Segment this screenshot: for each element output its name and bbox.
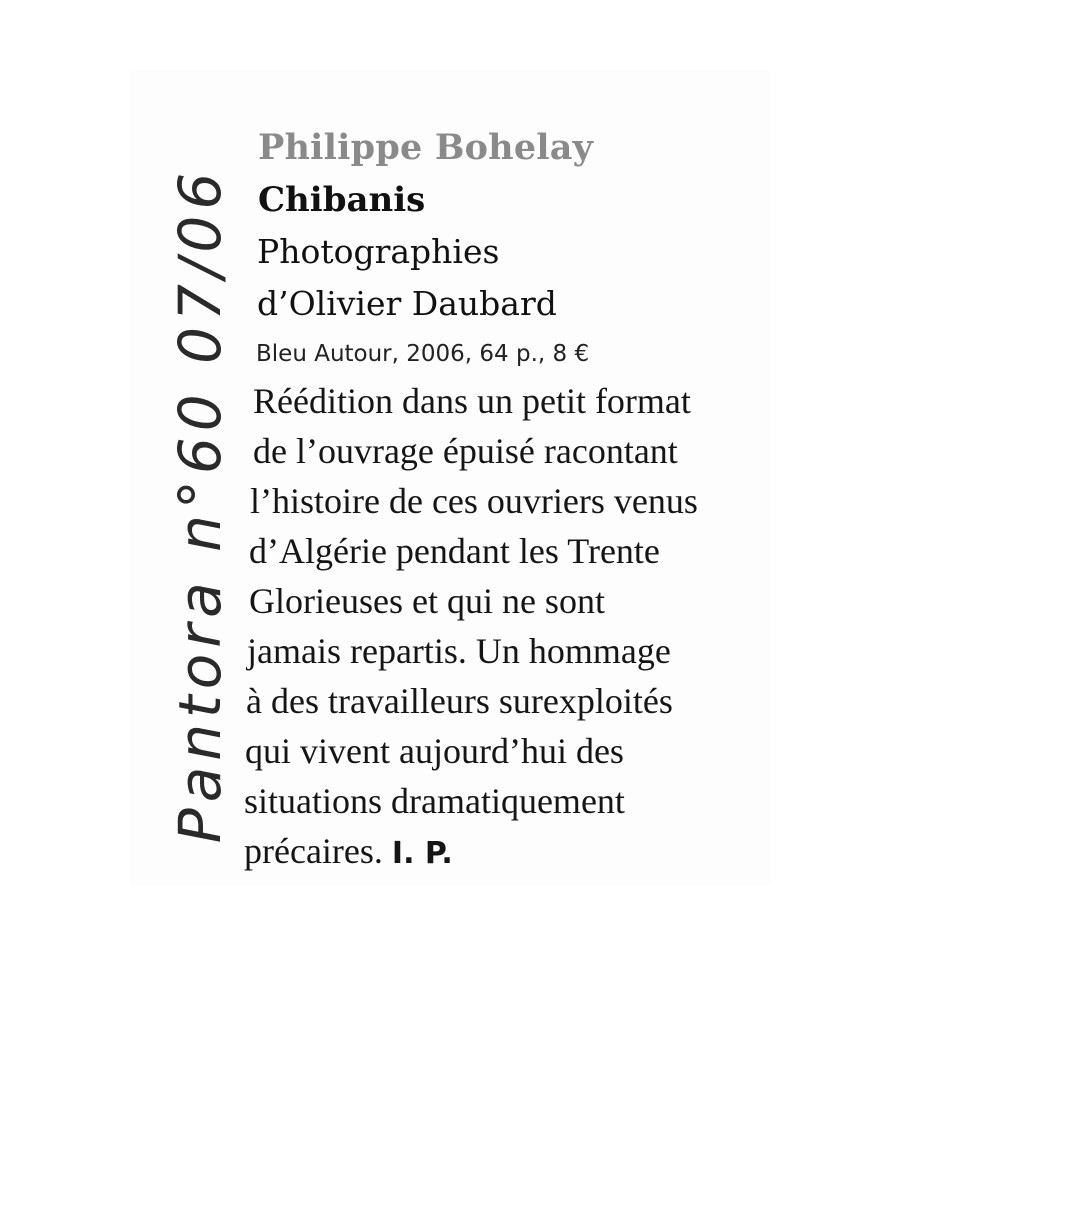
review-line: Réédition dans un petit format bbox=[253, 381, 691, 421]
review-body bbox=[244, 376, 764, 879]
review-line: l’histoire de ces ouvriers venus bbox=[250, 481, 698, 521]
review-line: de l’ouvrage épuisé racontant bbox=[253, 431, 678, 471]
handwritten-note: Pantora n°60 07/06 bbox=[166, 166, 234, 844]
review-line: jamais repartis. Un hommage bbox=[247, 631, 671, 671]
review-line: situations dramatiquement bbox=[244, 781, 625, 821]
review-line-last bbox=[244, 826, 764, 879]
review-line: Glorieuses et qui ne sont bbox=[249, 581, 605, 621]
book-review bbox=[244, 122, 764, 879]
review-closing-text: précaires. bbox=[244, 831, 383, 871]
publication-info: Bleu Autour, 2006, 64 p., 8 € bbox=[256, 341, 590, 367]
book-subtitle-line-2: d’Olivier Daubard bbox=[257, 284, 557, 323]
book-subtitle-line-1: Photographies bbox=[257, 232, 500, 271]
book-title: Chibanis bbox=[258, 180, 426, 220]
review-line: d’Algérie pendant les Trente bbox=[249, 531, 660, 571]
review-line: qui vivent aujourd’hui des bbox=[245, 731, 624, 771]
author-signature: I. P. bbox=[391, 836, 453, 871]
author-name: Philippe Bohelay bbox=[258, 127, 594, 168]
review-line: à des travailleurs surexploités bbox=[246, 681, 673, 721]
